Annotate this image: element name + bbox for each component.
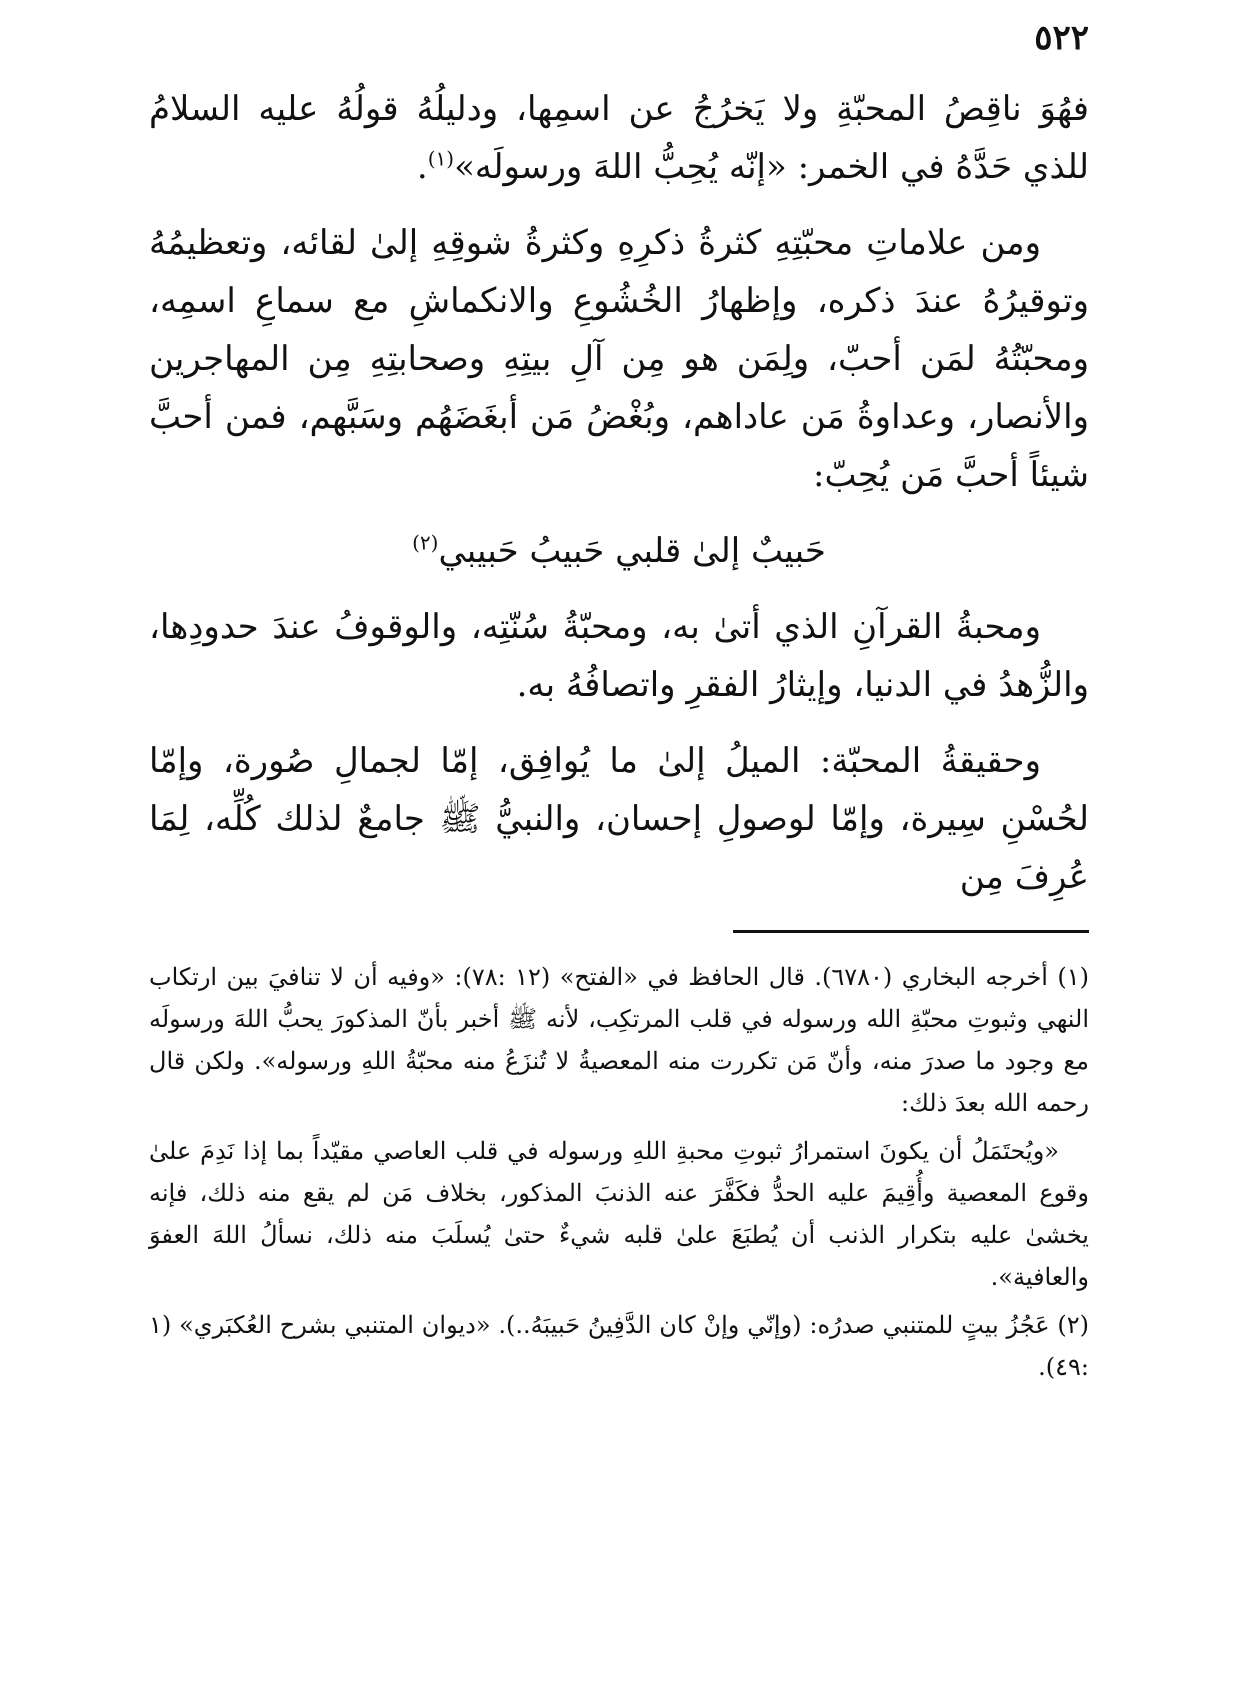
verse-text: حَبيبٌ إلىٰ قلبي حَبيبُ حَبيبي	[438, 531, 826, 571]
footnote-1: (١) أخرجه البخاري (٦٧٨٠). قال الحافظ في «الفتح» (١٢ :٧٨): «وفيه أن لا تنافيَ بين ارتكاب النهي وثبوتِ محبّةِ الله ورسوله في قلب المرتكِب، لأنه ﷺ أخبر بأنّ المذكورَ يحبُّ اللهَ ورسولَه مع وجود ما صدرَ منه، وأنّ مَن تكررت منه المعصيةُ لا تُنزَعُ منه محبّةُ اللهِ ورسوله». ولكن قال رحمه الله بعدَ ذلك:	[149, 963, 1090, 1117]
paragraph-1	[149, 80, 1089, 196]
main-text	[149, 80, 1089, 924]
footnote-ref-2: (٢)	[412, 530, 439, 555]
page-number: ٥٢٢	[1034, 18, 1089, 58]
footnote-1-quote: «ويُحتَمَلُ أن يكونَ استمرارُ ثبوتِ محبةِ اللهِ ورسوله في قلب العاصي مقيّداً بما إذا نَدِمَ علىٰ وقوع المعصية وأُقِيمَ عليه الحدُّ فكَفَّرَ عنه الذنبَ المذكور، بخلاف مَن لم يقع منه ذلك، فإنه يخشىٰ عليه بتكرار الذنب أن يُطبَعَ علىٰ قلبه شيءٌ حتىٰ يُسلَبَ منه ذلك، نسألُ اللهَ العفوَ والعافية».	[149, 1137, 1089, 1291]
paragraph-3: ومحبةُ القرآنِ الذي أتىٰ به، ومحبّةُ سُنّتِه، والوقوفُ عندَ حدودِها، والزُّهدُ في الدنيا، وإيثارُ الفقرِ واتصافُهُ به.	[149, 607, 1089, 705]
poetry-verse	[149, 522, 1089, 580]
footnote-ref-1: (١)	[427, 146, 455, 171]
footnotes	[149, 956, 1089, 1394]
paragraph-4: وحقيقةُ المحبّة: الميلُ إلىٰ ما يُوافِق، إمّا لجمالِ صُورة، وإمّا لحُسْنِ سِيرة، وإمّا لوصولِ إحسان، والنبيُّ ﷺ جامعٌ لذلك كُلِّه، لِمَا عُرِفَ مِن	[149, 741, 1089, 897]
footnote-2: (٢) عَجُزُ بيتٍ للمتنبي صدرُه: (وإنّي وإنْ كان الدَّفِينُ حَبيبَهُ..). «ديوان المتنبي بشرح العُكبَري» (١ :٤٩).	[149, 1311, 1089, 1381]
paragraph-1-text: فهُوَ ناقِصُ المحبّةِ ولا يَخرُجُ عن اسمِها، ودليلُهُ قولُهُ عليه السلامُ للذي حَدَّهُ في الخمر: «إنّه يُحِبُّ اللهَ ورسولَه»	[149, 89, 1089, 187]
paragraph-1-end: .	[416, 147, 428, 187]
paragraph-2: ومن علاماتِ محبّتِهِ كثرةُ ذكرِهِ وكثرةُ شوقِهِ إلىٰ لقائه، وتعظيمُهُ وتوقيرُهُ عندَ ذكره، وإظهارُ الخُشُوعِ والانكماشِ مع سماعِ اسمِه، ومحبّتُهُ لمَن أحبّ، ولِمَن هو مِن آلِ بيتِهِ وصحابتِهِ مِن المهاجرين والأنصار، وعداوةُ مَن عاداهم، وبُغْضُ مَن أبغَضَهُم وسَبَّهم، فمن أحبَّ شيئاً أحبَّ مَن يُحِبّ:	[149, 223, 1089, 495]
footnote-separator	[733, 930, 1089, 933]
